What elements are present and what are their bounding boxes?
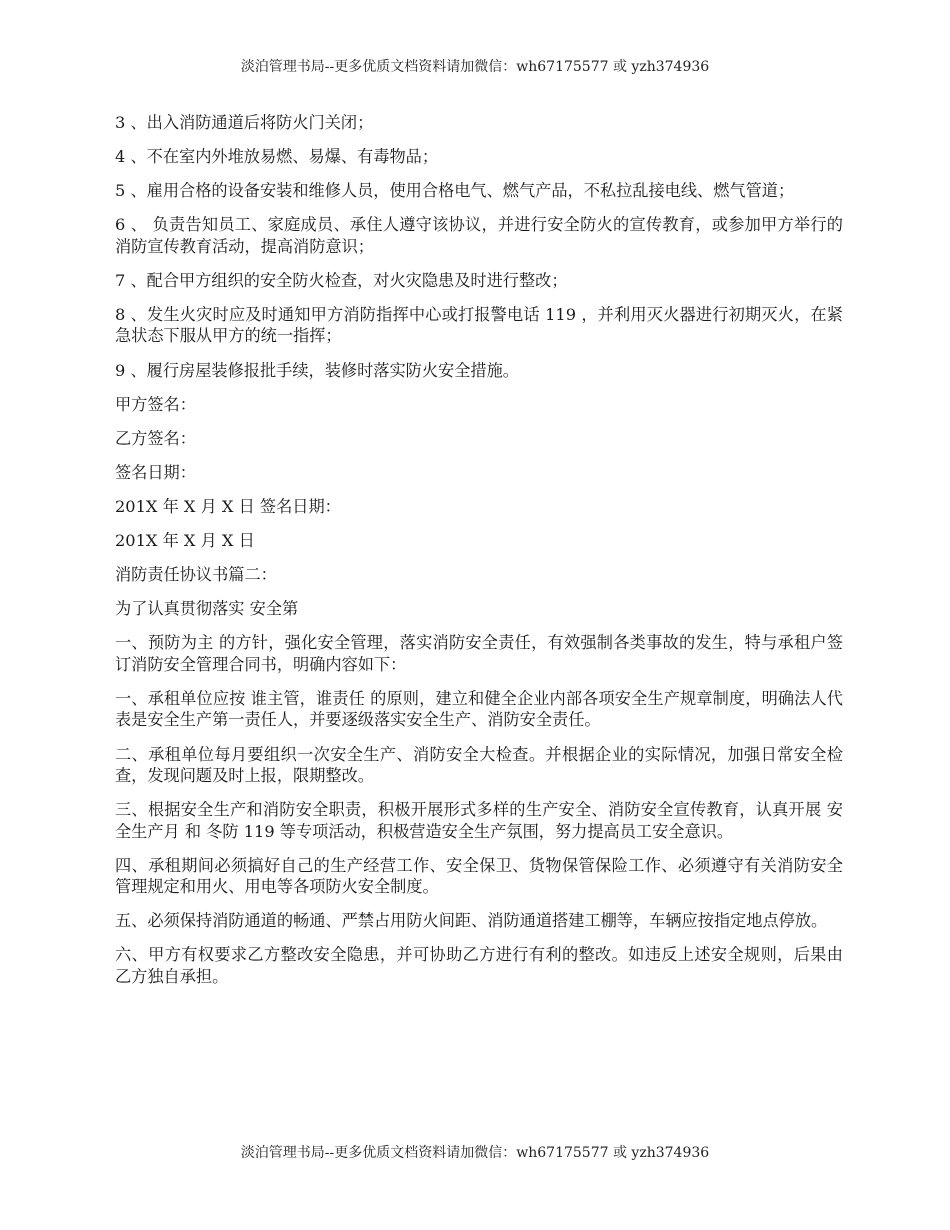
paragraph: 一、承租单位应按 谁主管，谁责任 的原则，建立和健全企业内部各项安全生产规章制度，明确法人代表是安全生产第一责任人，并要逐级落实安全生产、消防安全责任。 xyxy=(115,688,843,730)
signature-label-party-b: 乙方签名： xyxy=(115,428,196,448)
paragraph: 一、预防为主 的方针，强化安全管理，落实消防安全责任，有效强制各类事故的发生，特与承租户签订消防安全管理合同书，明确内容如下： xyxy=(115,633,843,674)
paragraph: 为了认真贯彻落实 安全第 xyxy=(115,599,299,619)
paragraph: 三、根据安全生产和消防安全职责，积极开展形式多样的生产安全、消防安全宣传教育，认真开展 安全生产月 和 冬防 119 等专项活动，积极营造安全生产氛围，努力提高员工安全意识。 xyxy=(115,800,843,841)
paragraph: 4 、不在室内外堆放易燃、易爆、有毒物品； xyxy=(115,147,439,167)
paragraph: 四、承租期间必须搞好自己的生产经营工作、安全保卫、货物保管保险工作、必须遵守有关消防安全管理规定和用火、用电等各项防火安全制度。 xyxy=(115,855,843,897)
page-header: 淡泊管理书局--更多优质文档资料请加微信：wh67175577 或 yzh374936 xyxy=(240,59,710,75)
paragraph: 3 、出入消防通道后将防火门关闭； xyxy=(115,113,374,132)
section-title: 消防责任协议书篇二： xyxy=(115,565,277,585)
page-footer: 淡泊管理书局--更多优质文档资料请加微信：wh67175577 或 yzh374936 xyxy=(240,1145,710,1161)
paragraph: 二、承租单位每月要组织一次安全生产、消防安全大检查。并根据企业的实际情况，加强日常安全检查，发现问题及时上报，限期整改。 xyxy=(115,744,843,785)
signature-label-party-a: 甲方签名： xyxy=(115,394,196,414)
signature-date: 201X 年 X 月 X 日 xyxy=(115,531,255,551)
paragraph: 5 、雇用合格的设备安装和维修人员，使用合格电气、燃气产品，不私拉乱接电线、燃气管道； xyxy=(115,181,795,201)
paragraph: 五、必须保持消防通道的畅通、严禁占用防火间距、消防通道搭建工棚等，车辆应按指定地点停放。 xyxy=(115,911,828,931)
document-body xyxy=(115,112,843,1000)
paragraph: 8 、发生火灾时应及时通知甲方消防指挥中心或打报警电话 119 ，并利用灭火器进行初期灭火，在紧急状态下服从甲方的统一指挥； xyxy=(115,304,843,346)
paragraph: 7 、配合甲方组织的安全防火检查，对火灾隐患及时进行整改； xyxy=(115,270,568,290)
signature-date-label: 签名日期： xyxy=(115,462,196,482)
paragraph: 9 、履行房屋装修报批手续，装修时落实防火安全措施。 xyxy=(115,360,519,380)
signature-date: 201X 年 X 月 X 日 签名日期： xyxy=(115,496,341,516)
paragraph: 6 、 负责告知员工、家庭成员、承住人遵守该协议，并进行安全防火的宣传教育，或参加甲方举行的消防宣传教育活动，提高消防意识； xyxy=(115,215,843,256)
paragraph: 六、甲方有权要求乙方整改安全隐患，并可协助乙方进行有利的整改。如违反上述安全规则，后果由乙方独自承担。 xyxy=(115,945,843,986)
